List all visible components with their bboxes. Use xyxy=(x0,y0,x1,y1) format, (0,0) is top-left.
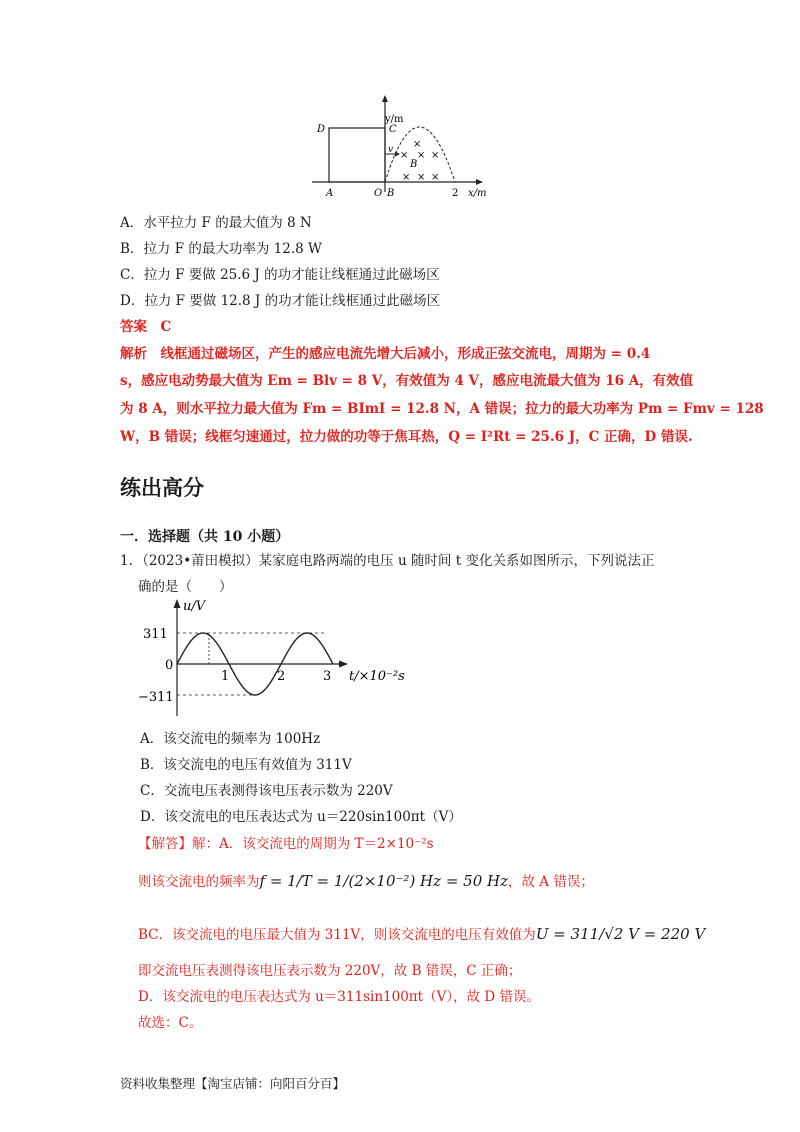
svg-text:B: B xyxy=(387,188,395,199)
svg-text:311: 311 xyxy=(143,627,168,642)
q1-option-c: C．交流电压表测得该电压表示数为 220V xyxy=(140,783,393,799)
svg-text:2: 2 xyxy=(452,188,459,199)
svg-text:2: 2 xyxy=(277,669,286,684)
svg-text:×: × xyxy=(431,172,440,183)
svg-text:×: × xyxy=(413,139,422,150)
svg-text:×: × xyxy=(417,150,426,161)
prev-answer: 答案 C xyxy=(120,319,172,335)
svg-text:×: × xyxy=(431,150,440,161)
svg-text:C: C xyxy=(389,124,397,135)
svg-text:×: × xyxy=(400,150,409,161)
svg-text:t/×10⁻²s: t/×10⁻²s xyxy=(349,669,405,684)
frequency-equation: f = 1/T = 1/(2×10⁻²) Hz = 50 Hz xyxy=(259,872,508,890)
x-axis-arrow xyxy=(476,179,483,185)
q1-solution-line1: 【解答】解：A．该交流电的周期为 T＝2×10⁻²s xyxy=(138,836,434,852)
svg-text:D: D xyxy=(317,124,326,135)
prev-analysis-line1: 解析 线框通过磁场区，产生的感应电流先增大后减小，形成正弦交流电，周期为 = 0.4 xyxy=(120,346,651,362)
q1-solution-line6: 故选：C。 xyxy=(138,1015,203,1031)
prev-option-d: D．拉力 F 要做 12.8 J 的功才能让线框通过此磁场区 xyxy=(120,293,441,309)
q1-solution-line3: BC．该交流电的电压最大值为 311V，则该交流电的电压有效值为U = 311/√2 V = 220 V xyxy=(138,925,706,943)
svg-text:x/m: x/m xyxy=(468,188,487,199)
footer: 资料收集整理【淘宝店铺：向阳百分百】 xyxy=(120,1076,346,1091)
q1-voltage-graph xyxy=(135,596,425,720)
q1-option-a: A．该交流电的频率为 100Hz xyxy=(140,731,321,747)
rms-equation: U = 311/√2 V = 220 V xyxy=(535,925,706,943)
svg-text:0: 0 xyxy=(165,658,174,673)
svg-text:O: O xyxy=(374,188,383,199)
y-axis-arrow xyxy=(382,95,388,102)
wire-frame xyxy=(329,128,385,182)
svg-text:A: A xyxy=(326,188,334,199)
q1-solution-line2: 则该交流电的频率为f = 1/T = 1/(2×10⁻²) Hz = 50 Hz，故 A 错误； xyxy=(138,872,594,890)
svg-text:3: 3 xyxy=(323,669,332,684)
q1-solution-line5: D．该交流电的电压表达式为 u＝311sin100πt（V），故 D 错误。 xyxy=(138,989,540,1005)
prev-analysis-line4: W，B 错误；线框匀速通过，拉力做的功等于焦耳热，Q = I²Rt = 25.6 J，C 正确，D 错误. xyxy=(120,429,693,445)
prev-option-b: B．拉力 F 的最大功率为 12.8 W xyxy=(120,241,322,257)
svg-text:B: B xyxy=(410,159,418,170)
svg-text:−311: −311 xyxy=(138,690,174,705)
svg-text:×: × xyxy=(402,172,411,183)
q1-solution-line4: 即交流电压表测得该电压表示数为 220V，故 B 错误，C 正确； xyxy=(138,963,522,979)
section-title: 练出高分 xyxy=(120,476,204,500)
svg-text:u/V: u/V xyxy=(183,599,206,614)
label-y: y/m xyxy=(385,114,404,125)
q1-stem-line1: 1．（2023•莆田模拟）某家庭电路两端的电压 u 随时间 t 变化关系如图所示，下列说法正 xyxy=(120,553,655,569)
q1-option-d: D．该交流电的电压表达式为 u＝220sin100πt（V） xyxy=(140,809,462,825)
q1-option-b: B．该交流电的电压有效值为 311V xyxy=(140,757,352,773)
svg-text:1: 1 xyxy=(221,669,230,684)
prev-analysis-line2: s，感应电动势最大值为 Em = Blv = 8 V，有效值为 4 V，感应电流最大值为 16 A，有效值 xyxy=(120,373,694,389)
subsection-title: 一．选择题（共 10 小题） xyxy=(120,529,290,545)
q1-stem-line2: 确的是（ ） xyxy=(138,579,233,595)
prev-option-a: A．水平拉力 F 的最大值为 8 N xyxy=(120,215,312,231)
figure-magnetic-field xyxy=(310,92,500,204)
svg-text:v: v xyxy=(388,145,394,155)
prev-option-c: C．拉力 F 要做 25.6 J 的功才能让线框通过此磁场区 xyxy=(120,267,440,283)
svg-text:×: × xyxy=(417,172,426,183)
prev-analysis-line3: 为 8 A，则水平拉力最大值为 Fm = BImI = 12.8 N，A 错误；拉力的最大功率为 Pm = Fmv = 128 xyxy=(120,401,764,417)
